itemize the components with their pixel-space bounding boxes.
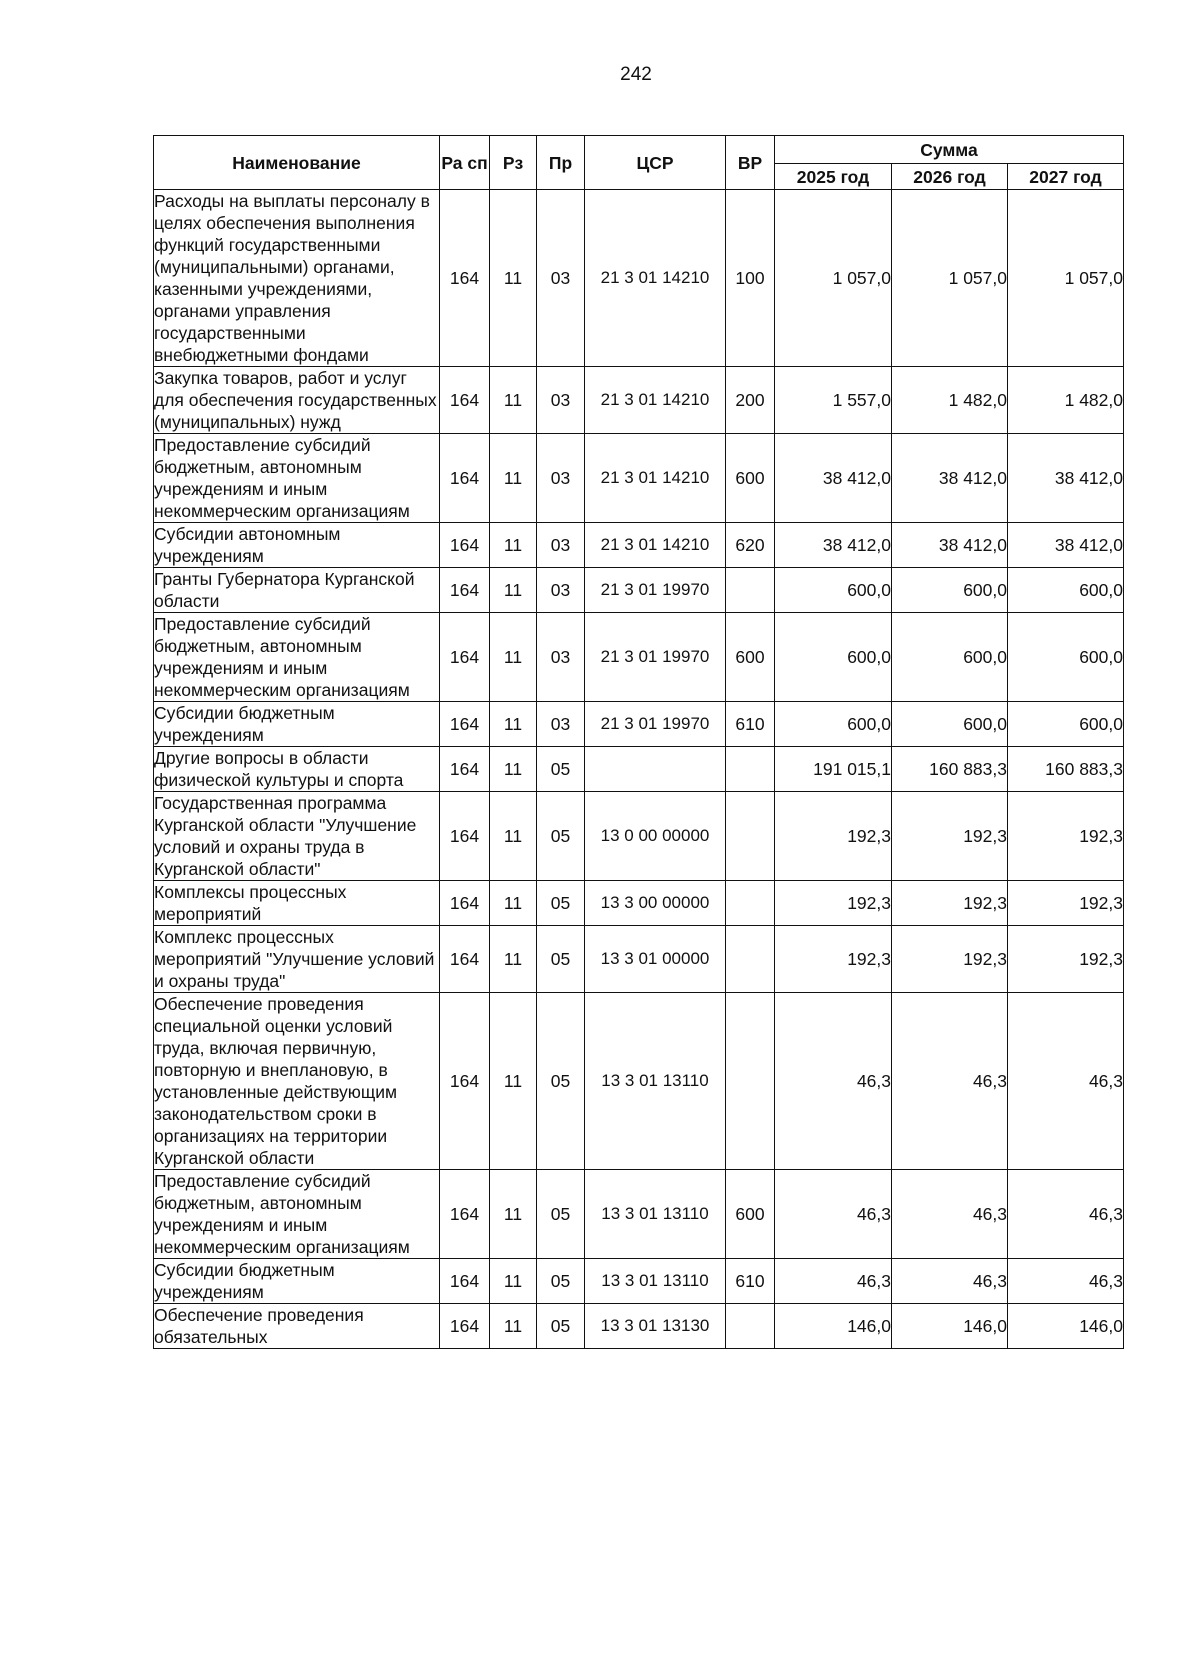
row-vr: 610 [726,1259,775,1304]
row-amount-2026: 600,0 [892,613,1008,702]
row-csr: 13 0 00 00000 [585,792,726,881]
row-rasp: 164 [440,702,490,747]
table-row [154,190,1124,367]
row-rasp: 164 [440,568,490,613]
table-row [154,993,1124,1170]
row-rz: 11 [490,1304,537,1349]
row-amount-2026: 1 057,0 [892,190,1008,367]
table-row [154,613,1124,702]
row-rz: 11 [490,434,537,523]
row-rz: 11 [490,367,537,434]
row-csr: 13 3 01 13110 [585,1170,726,1259]
row-name: Расходы на выплаты персоналу в целях обеспечения выполнения функций государственными (муниципальными) органами, казенными учреждениями, органами управления государственными внебюджетными фондами [154,190,440,367]
row-amount-2026: 146,0 [892,1304,1008,1349]
row-amount-2026: 192,3 [892,926,1008,993]
row-name: Закупка товаров, работ и услуг для обеспечения государственных (муниципальных) нужд [154,367,440,434]
row-csr: 13 3 01 00000 [585,926,726,993]
row-pr: 05 [537,926,585,993]
row-rasp: 164 [440,993,490,1170]
header-name: Наименование [154,136,440,190]
row-amount-2027: 192,3 [1008,881,1124,926]
row-amount-2027: 38 412,0 [1008,523,1124,568]
table-row [154,747,1124,792]
row-amount-2025: 46,3 [775,993,892,1170]
row-name: Субсидии бюджетным учреждениям [154,1259,440,1304]
header-year-2025: 2025 год [775,164,892,190]
table-row [154,926,1124,993]
row-vr: 620 [726,523,775,568]
row-amount-2027: 46,3 [1008,1259,1124,1304]
row-rasp: 164 [440,926,490,993]
row-name: Обеспечение проведения обязательных [154,1304,440,1349]
header-rz: Рз [490,136,537,190]
row-rz: 11 [490,613,537,702]
row-csr: 21 3 01 19970 [585,613,726,702]
row-pr: 03 [537,190,585,367]
row-name: Предоставление субсидий бюджетным, автономным учреждениям и иным некоммерческим организациям [154,613,440,702]
row-vr [726,792,775,881]
row-amount-2027: 600,0 [1008,613,1124,702]
row-amount-2027: 1 057,0 [1008,190,1124,367]
row-amount-2026: 600,0 [892,568,1008,613]
row-amount-2027: 192,3 [1008,792,1124,881]
row-amount-2025: 146,0 [775,1304,892,1349]
table-row [154,1170,1124,1259]
row-pr: 05 [537,1259,585,1304]
row-name: Обеспечение проведения специальной оценки условий труда, включая первичную, повторную и внеплановую, в установленные действующим законодательством сроки в организациях на территории Курганской области [154,993,440,1170]
header-pr: Пр [537,136,585,190]
row-name: Гранты Губернатора Курганской области [154,568,440,613]
row-csr: 13 3 00 00000 [585,881,726,926]
row-pr: 03 [537,523,585,568]
row-rz: 11 [490,993,537,1170]
row-rasp: 164 [440,792,490,881]
row-pr: 03 [537,568,585,613]
table-body [154,190,1124,1349]
row-rz: 11 [490,747,537,792]
row-csr: 13 3 01 13130 [585,1304,726,1349]
row-rasp: 164 [440,434,490,523]
row-amount-2025: 38 412,0 [775,523,892,568]
row-amount-2025: 1 057,0 [775,190,892,367]
row-amount-2025: 192,3 [775,792,892,881]
row-rasp: 164 [440,1304,490,1349]
table-row [154,792,1124,881]
row-amount-2027: 146,0 [1008,1304,1124,1349]
row-rz: 11 [490,926,537,993]
row-amount-2025: 600,0 [775,568,892,613]
row-csr: 13 3 01 13110 [585,1259,726,1304]
row-vr: 610 [726,702,775,747]
row-amount-2025: 46,3 [775,1170,892,1259]
table-row [154,881,1124,926]
row-pr: 03 [537,367,585,434]
table-header [154,136,1124,190]
table-row [154,1304,1124,1349]
row-amount-2025: 192,3 [775,881,892,926]
row-rz: 11 [490,1170,537,1259]
table-row [154,1259,1124,1304]
row-csr: 21 3 01 14210 [585,190,726,367]
row-vr [726,993,775,1170]
row-amount-2026: 46,3 [892,1259,1008,1304]
row-csr: 21 3 01 14210 [585,434,726,523]
row-name: Субсидии автономным учреждениям [154,523,440,568]
row-pr: 05 [537,792,585,881]
row-amount-2027: 46,3 [1008,1170,1124,1259]
row-pr: 05 [537,993,585,1170]
row-amount-2026: 46,3 [892,1170,1008,1259]
row-rasp: 164 [440,613,490,702]
row-vr: 100 [726,190,775,367]
row-name: Предоставление субсидий бюджетным, автономным учреждениям и иным некоммерческим организациям [154,1170,440,1259]
row-rz: 11 [490,523,537,568]
row-name: Государственная программа Курганской области "Улучшение условий и охраны труда в Курганской области" [154,792,440,881]
row-amount-2027: 600,0 [1008,702,1124,747]
table-row [154,568,1124,613]
table-row [154,523,1124,568]
row-vr: 600 [726,613,775,702]
row-rz: 11 [490,881,537,926]
row-rasp: 164 [440,367,490,434]
row-name: Предоставление субсидий бюджетным, автономным учреждениям и иным некоммерческим организациям [154,434,440,523]
row-rasp: 164 [440,881,490,926]
row-csr: 21 3 01 14210 [585,523,726,568]
row-rz: 11 [490,568,537,613]
row-amount-2026: 1 482,0 [892,367,1008,434]
row-amount-2025: 38 412,0 [775,434,892,523]
row-pr: 03 [537,434,585,523]
row-amount-2026: 192,3 [892,792,1008,881]
row-amount-2027: 600,0 [1008,568,1124,613]
row-rz: 11 [490,190,537,367]
row-rasp: 164 [440,1170,490,1259]
row-pr: 05 [537,747,585,792]
row-rz: 11 [490,792,537,881]
row-amount-2025: 191 015,1 [775,747,892,792]
row-amount-2027: 38 412,0 [1008,434,1124,523]
row-csr: 13 3 01 13110 [585,993,726,1170]
row-amount-2025: 1 557,0 [775,367,892,434]
row-rasp: 164 [440,747,490,792]
row-amount-2027: 1 482,0 [1008,367,1124,434]
table-row [154,702,1124,747]
row-vr [726,568,775,613]
budget-table [153,135,1124,1349]
row-rasp: 164 [440,523,490,568]
row-csr: 21 3 01 19970 [585,568,726,613]
row-csr: 21 3 01 14210 [585,367,726,434]
row-pr: 05 [537,1170,585,1259]
row-amount-2026: 192,3 [892,881,1008,926]
row-amount-2025: 46,3 [775,1259,892,1304]
table-row [154,434,1124,523]
row-pr: 05 [537,881,585,926]
row-amount-2027: 192,3 [1008,926,1124,993]
row-amount-2025: 600,0 [775,702,892,747]
row-amount-2026: 46,3 [892,993,1008,1170]
header-rasp: Ра сп [440,136,490,190]
row-amount-2025: 600,0 [775,613,892,702]
row-name: Комплексы процессных мероприятий [154,881,440,926]
row-vr [726,881,775,926]
header-vr: ВР [726,136,775,190]
row-amount-2027: 160 883,3 [1008,747,1124,792]
row-vr: 600 [726,434,775,523]
row-amount-2026: 38 412,0 [892,434,1008,523]
row-amount-2027: 46,3 [1008,993,1124,1170]
row-vr [726,1304,775,1349]
page-number: 242 [620,64,652,85]
row-csr: 21 3 01 19970 [585,702,726,747]
header-sum: Сумма [775,136,1124,164]
row-rasp: 164 [440,190,490,367]
row-pr: 05 [537,1304,585,1349]
row-vr: 600 [726,1170,775,1259]
row-pr: 03 [537,613,585,702]
header-csr: ЦСР [585,136,726,190]
row-amount-2026: 600,0 [892,702,1008,747]
row-name: Комплекс процессных мероприятий "Улучшение условий и охраны труда" [154,926,440,993]
row-vr [726,747,775,792]
row-vr: 200 [726,367,775,434]
row-amount-2026: 160 883,3 [892,747,1008,792]
header-year-2026: 2026 год [892,164,1008,190]
table-row [154,367,1124,434]
header-year-2027: 2027 год [1008,164,1124,190]
row-csr [585,747,726,792]
row-vr [726,926,775,993]
row-rasp: 164 [440,1259,490,1304]
row-rz: 11 [490,702,537,747]
row-pr: 03 [537,702,585,747]
row-name: Другие вопросы в области физической культуры и спорта [154,747,440,792]
row-rz: 11 [490,1259,537,1304]
row-amount-2025: 192,3 [775,926,892,993]
row-name: Субсидии бюджетным учреждениям [154,702,440,747]
row-amount-2026: 38 412,0 [892,523,1008,568]
